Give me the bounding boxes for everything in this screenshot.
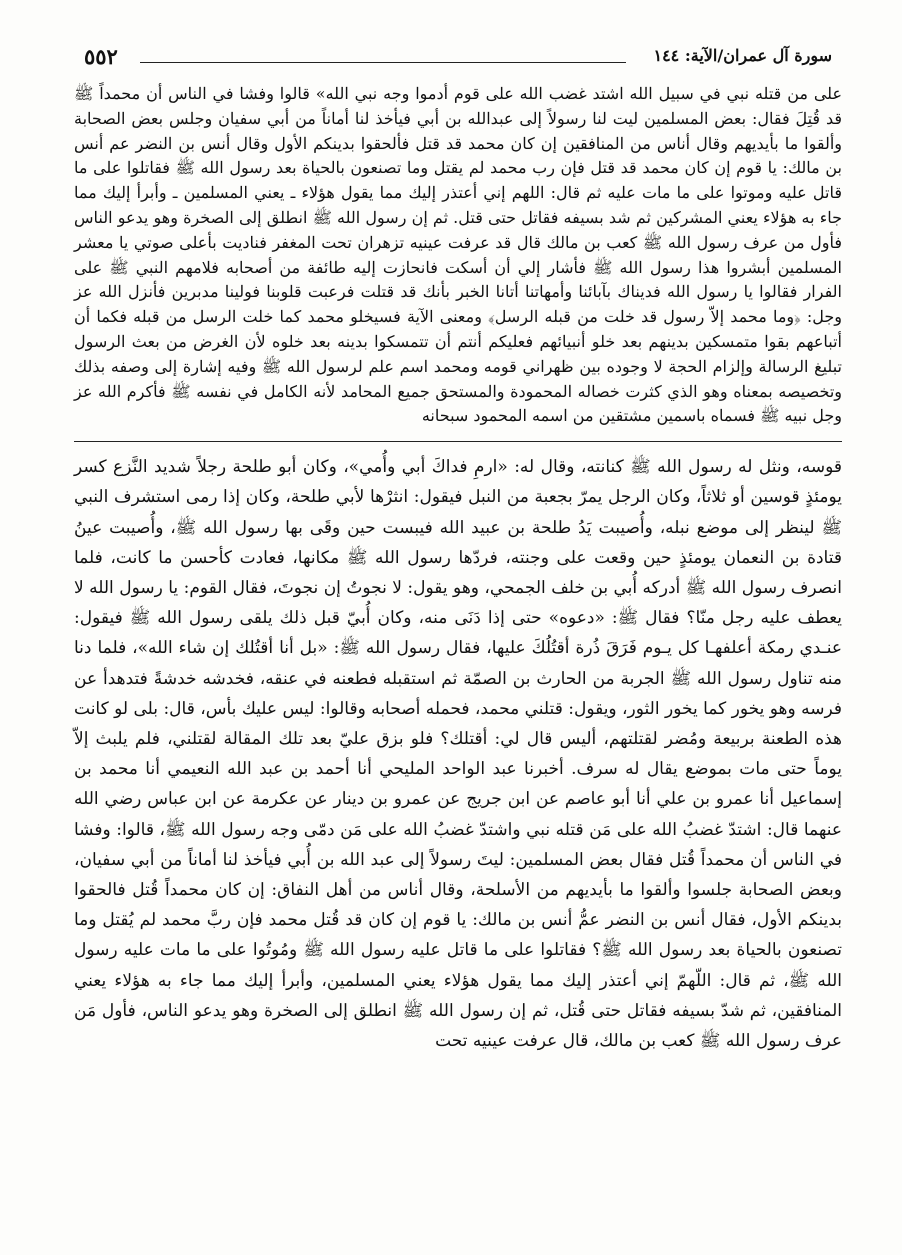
page-number: ٥٥٢ xyxy=(84,44,118,69)
main-text: على من قتله نبي في سبيل الله اشتد غضب الله على قوم أدموا وجه نبي الله» قالوا وفشا في الناس أن محمداً ﷺ قد قُتِلَ فقال: بعض المسلمين ليت لنا رسولاً إلى عبدالله بن أبي فيأخذ لنا أماناً من أبي سفيان وجلس بعض الصحابة وألقوا ما بأيديهم وقال أناس من المنافقين إن كان محمد قد قتل فألحقوا بدينكم الأول وقال أنس بن النضر عم أنس بن مالك: يا قوم إن كان محمد قد قتل فإن رب محمد لم يقتل وما تصنعون بالحياة بعد رسول الله ﷺ فقاتلوا على ما قاتل عليه وموتوا على ما مات عليه ثم قال: اللهم إني أعتذر إليك مما يقول هؤلاء ـ يعني المسلمين ـ وأبرأ إليك مما جاء به هؤلاء يعني المشركين ثم شد بسيفه فقاتل حتى قتل. ثم إن رسول الله ﷺ انطلق إلى الصخرة وهو يدعو الناس فأول من عرف رسول الله ﷺ كعب بن مالك قال قد عرفت عينيه تزهران تحت المغفر فناديت بأعلى صوتي يا معشر المسلمين أبشروا هذا رسول الله ﷺ فأشار إلي أن أسكت فانحازت إليه طائفة من أصحابه فلامهم النبي ﷺ على الفرار فقالوا يا رسول الله فديناك بآبائنا وأمهاتنا أتانا الخبر بأنك قد قتلت فرعبت قلوبنا فولينا مدبرين فأنزل الله عز وجل: ﴿وما محمد إلاّ رسول قد خلت من قبله الرسل﴾ ومعنى الآية فسيخلو محمد كما خلت الرسل من قبله فكما أن أتباعهم بقوا متمسكين بدينهم بعد خلو أنبيائهم فعليكم أنتم أن تتمسكوا بدينه بعد خلوه لأن الغرض من بعث الرسول تبليغ الرسالة وإلزام الحجة لا وجوده بين ظهراني قومه ومحمد اسم علم لرسول الله ﷺ وفيه إشارة إلى وصفه بذلك وتخصيصه بمعناه وهو الذي كثرت خصاله المحمودة والمستحق جميع المحامد لأنه الكامل في نفسه ﷺ فأكرم الله عز وجل نبيه ﷺ فسماه باسمين مشتقين من اسمه المحمود سبحانه xyxy=(74,84,843,426)
footnote-text: قوسه، ونثل له رسول الله ﷺ كنانته، وقال له: «ارمِ فداكَ أبي وأُمي»، وكان أبو طلحة رجلاً شديد النَّزع كسر يومئذٍ قوسين أو ثلاثاً، وكان الرجل يمرّ بجعبة من النبل فيقول: انثرْها لأبي طلحة، وكان إذا رمى استشرف النبي ﷺ لينظر إلى موضع نبله، وأُصيبت يَدُ طلحة بن عبيد الله فيبست حين وقَى بها رسول الله ﷺ، وأُصيبت عينُ قتادة بن النعمان يومئذٍ حين وقعت على وجنته، فردّها رسول الله ﷺ مكانها، فعادت كأحسن ما كانت، فلما انصرف رسول الله ﷺ أدركه أُبي بن خلف الجمحي، وهو يقول: لا نجوتُ إن نجوتَ، فقال القوم: يا رسول الله لا يعطف عليه رجل منّا؟ فقال ﷺ: «دعوه» حتى إذا دَنَى منه، وكان أُبيّ قبل ذلك يلقى رسول الله ﷺ فيقول: عنـدي رمكة أعلفهـا كل يـوم فَرَقَ ذُرة أقتُلُكَ عليها، فقال رسول الله ﷺ: «بل أنا أقتُلك إن شاء الله»، فلما دنا منه تناول رسول الله ﷺ الجربة من الحارث بن الصمّة ثم استقبله فطعنه في عنقه، فخدشه خدشةً فتدهدأ عن فرسه وهو يخور كما يخور الثور، ويقول: قتلني محمد، فحمله أصحابه وقالوا: ليس عليك بأس، قال: بلى لو كانت هذه الطعنة بربيعة ومُضر لقتلتهم، أليس قال لي: أقتلك؟ فلو بزق عليّ بعد تلك المقالة لقتلني، فلم يلبث إلاّ يوماً حتى مات بموضع يقال له سرف. أخبرنا عبد الواحد المليحي أنا أحمد بن عبد الله النعيمي أنا محمد بن إسماعيل أنا عمرو بن علي أنا أبو عاصم عن ابن جريج عن عمرو بن دينار عن عكرمة عن ابن عباس رضي الله عنهما قال: اشتدّ غضبُ الله على مَن قتله نبي واشتدّ غضبُ الله على مَن دمّى وجه رسول الله ﷺ، قالوا: وفشا في الناس أن محمداً قُتل فقال بعض المسلمين: ليتَ رسولاً إلى عبد الله بن أُبي فيأخذ لنا أماناً من أبي سفيان، وبعض الصحابة جلسوا وألقوا ما بأيديهم من الأسلحة، وقال أناس من أهل النفاق: إن كان محمداً قُتل فالحقوا بدينكم الأول، فقال أنس بن النضر عمُّ أنس بن مالك: يا قوم إن كان قد قُتل محمد فإن ربَّ محمد لم يُقتل وما تصنعون بالحياة بعد رسول الله ﷺ؟ فقاتلوا على ما قاتل عليه رسول الله ﷺ ومُوتُوا على ما مات عليه رسول الله ﷺ، ثم قال: اللّهمّ إني أعتذر إليك مما يقول هؤلاء يعني المسلمين، وأبرأ إليك مما جاء به هؤلاء يعني المنافقين، ثم شدّ بسيفه فقاتل حتى قُتل، ثم إن رسول الله ﷺ انطلق إلى الصخرة وهو يدعو الناس، فأول مَن عرف رسول الله ﷺ كعب بن مالك، قال عرفت عينيه تحت xyxy=(74,457,842,1052)
footnote-separator xyxy=(74,441,842,442)
page-header xyxy=(74,40,842,70)
running-title: سورة آل عمران/الآية: ١٤٤ xyxy=(653,46,832,65)
header-rule xyxy=(140,62,626,63)
